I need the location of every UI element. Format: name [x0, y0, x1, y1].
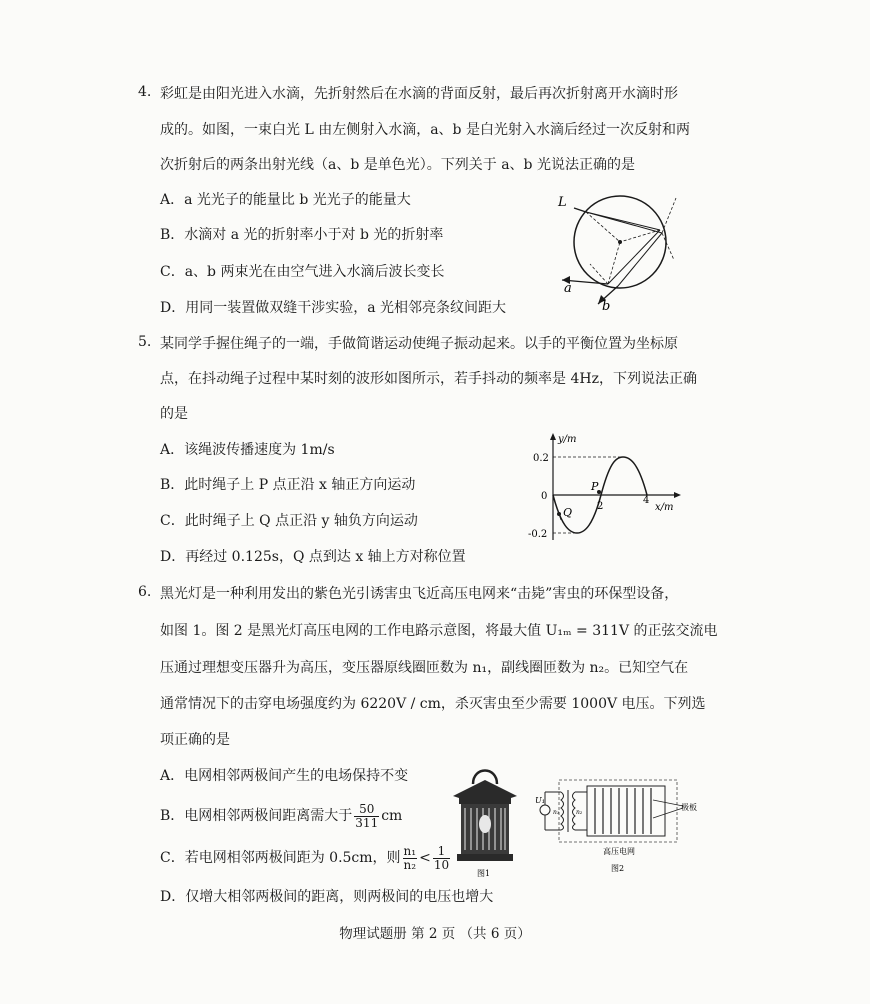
q6-option-c-ratio: [403, 845, 418, 872]
tick-x2: 2: [597, 501, 604, 512]
ray-label-L: L: [558, 195, 567, 210]
ac-source: [540, 805, 550, 815]
page-footer: 物理试题册 第 2 页 （共 6 页）: [339, 926, 531, 942]
q4-stem-line1: 彩虹是由阳光进入水滴，先折射然后在水滴的背面反射，最后再次折射离开水滴时形: [160, 86, 678, 102]
q5-stem-line3: 的是: [160, 406, 188, 422]
q5-stem-line2: 点，在抖动绳子过程中某时刻的波形如图所示，若手抖动的频率是 4Hz，下列说法正确: [160, 371, 697, 387]
tick-origin: 0: [541, 491, 548, 502]
label-Q: Q: [563, 506, 573, 519]
q6-option-c-text: C．若电网相邻两极间距为 0.5cm，则: [160, 850, 401, 866]
fig1-caption: 图1: [477, 869, 491, 878]
tick-x4: 4: [643, 495, 650, 506]
q6-stem-line3: 压通过理想变压器升为高压，变压器原线圈匝数为 n₁，副线圈匝数为 n₂。已知空气在: [160, 660, 689, 676]
q6-stem-line4: 通常情况下的击穿电场强度约为 6220V / cm，杀灭害虫至少需要 1000V 电压。下列选: [160, 696, 706, 712]
q6-stem-line2: 如图 1。图 2 是黑光灯高压电网的工作电路示意图，将最大值 U₁ₘ = 311V 的正弦交流电: [160, 623, 718, 639]
less-than-sign: <: [419, 850, 431, 866]
q5-number: 5.: [138, 334, 152, 350]
fig2-plate-label: 极板: [681, 803, 697, 812]
q6-fig2-circuit-diagram: [535, 776, 705, 876]
q6-option-b: [160, 800, 402, 832]
q5-wave-graph: [525, 430, 685, 545]
q4-stem-line3: 次折射后的两条出射光线（a、b 是单色光）。下列关于 a、b 光说法正确的是: [160, 157, 635, 173]
fig2-net-label: 高压电网: [603, 847, 635, 856]
q4-option-a: A．a 光光子的能量比 b 光光子的能量大: [160, 192, 411, 208]
q5-option-c: C．此时绳子上 Q 点正沿 y 轴负方向运动: [160, 513, 418, 529]
fraction-numerator: 50: [354, 803, 379, 817]
q4-stem-line2: 成的。如图，一束白光 L 由左侧射入水滴，a、b 是白光射入水滴后经过一次反射和两: [160, 122, 690, 138]
label-P: P: [591, 480, 599, 493]
q5-option-b: B．此时绳子上 P 点正沿 x 轴正方向运动: [160, 477, 416, 493]
q6-option-b-text: B．电网相邻两极间距离需大于: [160, 808, 353, 824]
q4-option-c: C．a、b 两束光在由空气进入水滴后波长变长: [160, 264, 445, 280]
q4-option-b: B．水滴对 a 光的折射率小于对 b 光的折射率: [160, 227, 444, 243]
q6-option-c: [160, 842, 452, 874]
fig2-n2-label: n₂: [576, 809, 583, 816]
ray-label-a: a: [564, 281, 572, 296]
bound-denominator: 10: [433, 857, 450, 872]
q4-number: 4.: [138, 84, 152, 100]
q4-raindrop-figure: [550, 188, 680, 313]
axis-label-y: y/m: [558, 434, 577, 445]
axis-label-x: x/m: [655, 502, 674, 513]
ratio-numerator: n₁: [403, 843, 417, 858]
q5-option-a: A．该绳波传播速度为 1m/s: [160, 442, 335, 458]
q6-option-d: D．仅增大相邻两极间的距离，则两极间的电压也增大: [160, 889, 494, 905]
q6-fig1-black-light-lamp: [445, 762, 525, 880]
q6-stem-line1: 黑光灯是一种利用发出的紫色光引诱害虫飞近高压电网来“击毙”害虫的环保型设备，: [160, 586, 679, 602]
q5-option-d: D．再经过 0.125s，Q 点到达 x 轴上方对称位置: [160, 549, 466, 565]
q4-option-d: D．用同一装置做双缝干涉实验，a 光相邻亮条纹间距大: [160, 300, 507, 316]
fraction-denominator: 311: [355, 815, 379, 830]
q6-number: 6.: [138, 584, 152, 600]
fig2-u1-label: U₁: [535, 796, 545, 805]
q6-option-b-fraction: [354, 803, 379, 830]
transformer-primary: [561, 792, 564, 830]
q5-stem-line1: 某同学手握住绳子的一端，手做简谐运动使绳子振动起来。以手的平衡位置为坐标原: [160, 336, 678, 352]
bound-numerator: 1: [433, 845, 450, 859]
fig2-caption: 图2: [611, 864, 625, 873]
q6-stem-line5: 项正确的是: [160, 732, 230, 748]
q6-option-b-unit: cm: [381, 808, 403, 824]
transformer-secondary: [573, 792, 576, 830]
q6-option-a: A．电网相邻两极间产生的电场保持不变: [160, 768, 409, 784]
ray-label-b: b: [602, 299, 611, 313]
ratio-denominator: n₂: [403, 857, 417, 872]
tick-y-top: 0.2: [533, 453, 549, 464]
tick-y-bottom: -0.2: [528, 529, 548, 540]
fig2-n1-label: n₁: [553, 809, 560, 816]
